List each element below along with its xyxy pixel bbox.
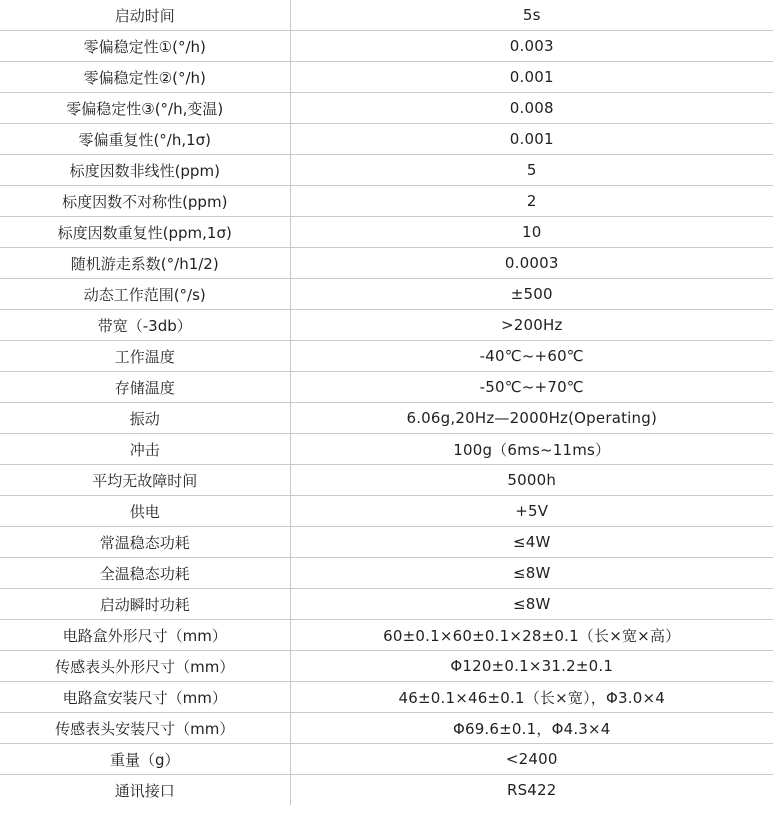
table-row (0, 775, 773, 806)
spec-label: 供电 (0, 496, 290, 527)
spec-label: 零偏稳定性①(°/h) (0, 31, 290, 62)
table-row (0, 403, 773, 434)
table-row (0, 744, 773, 775)
spec-value: RS422 (506, 781, 557, 799)
spec-label: 冲击 (0, 434, 290, 465)
spec-label: 全温稳态功耗 (0, 558, 290, 589)
table-row (0, 465, 773, 496)
table-row (0, 558, 773, 589)
spec-label: 零偏稳定性②(°/h) (0, 62, 290, 93)
spec-label: 随机游走系数(°/h1/2) (0, 248, 290, 279)
table-row (0, 589, 773, 620)
spec-value: 0.008 (290, 93, 773, 124)
spec-value: Φ69.6±0.1，Φ4.3×4 (290, 713, 773, 744)
table-row (0, 310, 773, 341)
spec-label: 通讯接口 (0, 775, 290, 806)
spec-value: 2 (290, 186, 773, 217)
spec-label: 传感表头外形尺寸（mm） (0, 651, 290, 682)
table-row (0, 682, 773, 713)
spec-value: ±500 (290, 279, 773, 310)
spec-label: 电路盒外形尺寸（mm） (0, 620, 290, 651)
spec-value: Φ120±0.1×31.2±0.1 (290, 651, 773, 682)
spec-value: 46±0.1×46±0.1（长×宽），Φ3.0×4 (290, 682, 773, 713)
spec-label: 启动时间 (0, 0, 290, 31)
spec-value: 100g（6ms~11ms） (290, 434, 773, 465)
table-row (0, 93, 773, 124)
table-row (0, 713, 773, 744)
table-row (0, 651, 773, 682)
spec-value: 5000h (290, 465, 773, 496)
spec-label: 动态工作范围(°/s) (0, 279, 290, 310)
table-row (0, 62, 773, 93)
spec-value: 60±0.1×60±0.1×28±0.1（长×宽×高） (290, 620, 773, 651)
table-row (0, 217, 773, 248)
spec-label: 平均无故障时间 (0, 465, 290, 496)
spec-label: 零偏重复性(°/h,1σ) (0, 124, 290, 155)
spec-value: 0.0003 (290, 248, 773, 279)
spec-value: ≤8W (290, 589, 773, 620)
spec-label: 重量（g） (0, 744, 290, 775)
spec-value: 5s (290, 0, 773, 31)
spec-value: <2400 (290, 744, 773, 775)
spec-label: 零偏稳定性③(°/h,变温) (0, 93, 290, 124)
spec-value: ≤8W (290, 558, 773, 589)
table-row (0, 279, 773, 310)
spec-value: +5V (290, 496, 773, 527)
spec-label: 标度因数重复性(ppm,1σ) (0, 217, 290, 248)
table-row (0, 341, 773, 372)
spec-label: 工作温度 (0, 341, 290, 372)
spec-value: -50℃~+70℃ (290, 372, 773, 403)
table-row (0, 372, 773, 403)
spec-value: 0.001 (290, 124, 773, 155)
spec-label: 带宽（-3db） (0, 310, 290, 341)
spec-value: -40℃~+60℃ (290, 341, 773, 372)
spec-label: 传感表头安装尺寸（mm） (0, 713, 290, 744)
spec-label: 电路盒安装尺寸（mm） (0, 682, 290, 713)
table-row (0, 155, 773, 186)
spec-value: >200Hz (290, 310, 773, 341)
table-row (0, 434, 773, 465)
spec-value: 6.06g,20Hz—2000Hz(Operating) (290, 403, 773, 434)
spec-label: 标度因数不对称性(ppm) (0, 186, 290, 217)
table-row (0, 124, 773, 155)
spec-label: 振动 (0, 403, 290, 434)
table-row (0, 496, 773, 527)
table-row (0, 527, 773, 558)
table-row (0, 620, 773, 651)
spec-value: 10 (290, 217, 773, 248)
table-row (0, 248, 773, 279)
spec-label: 标度因数非线性(ppm) (0, 155, 290, 186)
table-row (0, 31, 773, 62)
spec-value: 0.001 (290, 62, 773, 93)
spec-value: 0.003 (290, 31, 773, 62)
spec-label: 常温稳态功耗 (0, 527, 290, 558)
spec-value: 5 (290, 155, 773, 186)
spec-label: 启动瞬时功耗 (0, 589, 290, 620)
table-row (0, 186, 773, 217)
table-row (0, 0, 773, 31)
spec-value: ≤4W (290, 527, 773, 558)
spec-label: 存储温度 (0, 372, 290, 403)
